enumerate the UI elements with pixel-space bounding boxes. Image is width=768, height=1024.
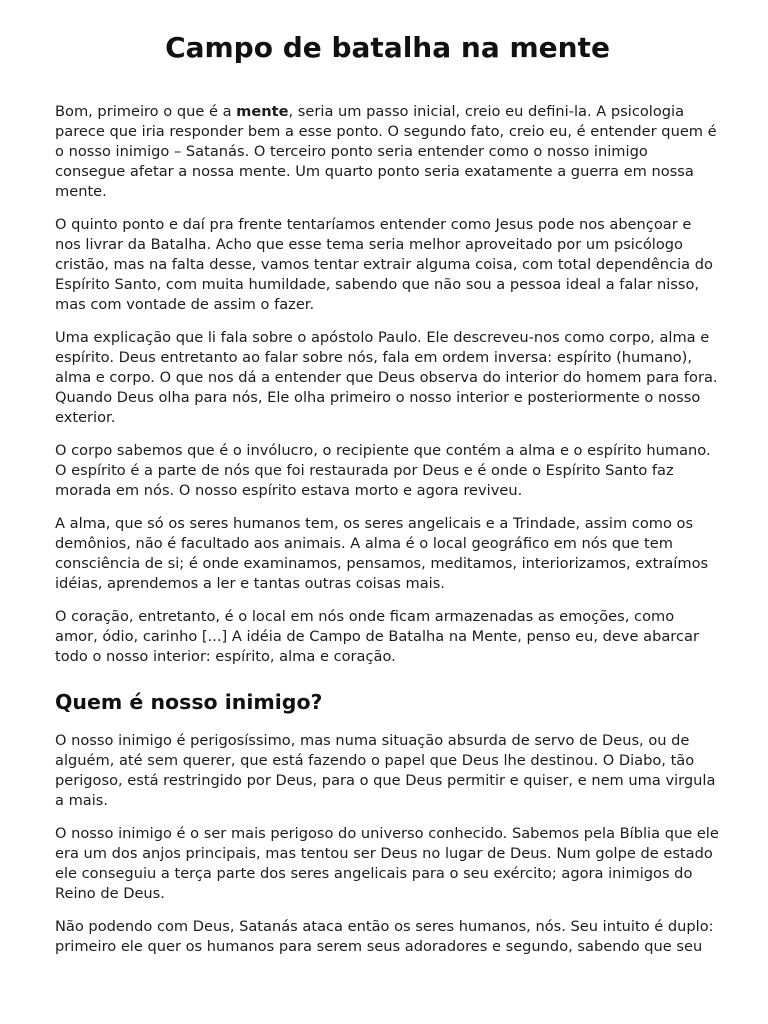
section-paragraph: O nosso inimigo é o ser mais perigoso do universo conhecido. Sabemos pela Bíblia que ele era um dos anjos principais, mas tentou ser Deus no lugar de Deus. Num golpe de estado ele conseguiu a terça parte dos seres angelicais para o seu exército; agora inimigos do Reino de Deus. (55, 825, 719, 902)
intro-text-before: Bom, primeiro o que é a (55, 103, 237, 120)
section-paragraph: O nosso inimigo é perigosíssimo, mas numa situação absurda de servo de Deus, ou de alguém, até sem querer, que está fazendo o papel que Deus lhe destinou. O Diabo, tão perigoso, está restringido por Deus, para o que Deus permitir e quiser, e nem uma virgula a mais. (55, 732, 716, 809)
document-title: Campo de batalha na mente (165, 31, 610, 64)
section-paragraph: Não podendo com Deus, Satanás ataca então os seres humanos, nós. Seu intuito é duplo: primeiro ele quer os humanos para serem seus adoradores e segundo, sabendo que seu (55, 918, 714, 955)
paragraph: O quinto ponto e daí pra frente tentaríamos entender como Jesus pode nos abençoar e nos livrar da Batalha. Acho que esse tema seria melhor aproveitado por um psicólogo cristão, mas na falta desse, vamos tentar extrair alguma coisa, com total dependência do Espírito Santo, com muita humildade, sabendo que não sou a pessoa ideal a falar nisso, mas com vontade de assim o fazer. (55, 216, 713, 313)
paragraph: O coração, entretanto, é o local em nós onde ficam armazenadas as emoções, como amor, ódio, carinho [...] A idéia de Campo de Batalha na Mente, penso eu, deve abarcar todo o nosso interior: espírito, alma e coração. (55, 608, 699, 665)
document-body (55, 102, 720, 957)
paragraph-intro (55, 102, 720, 202)
intro-text-after: , seria um passo inicial, creio eu defini-la. A psicologia parece que iria responder bem a esse ponto. O segundo fato, creio eu, é entender quem é o nosso inimigo – Satanás. O terceiro ponto seria entender como o nosso inimigo consegue afetar a nossa mente. Um quarto ponto seria exatamente a guerra em nossa mente. (55, 103, 717, 200)
paragraph: Uma explicação que li fala sobre o apóstolo Paulo. Ele descreveu-nos como corpo, alma e espírito. Deus entretanto ao falar sobre nós, fala em ordem inversa: espírito (humano), alma e corpo. O que nos dá a entender que Deus observa do interior do homem para fora. Quando Deus olha para nós, Ele olha primeiro o nosso interior e posteriormente o nosso exterior. (55, 329, 718, 426)
intro-bold-term: mente (236, 103, 289, 120)
paragraph: O corpo sabemos que é o invólucro, o recipiente que contém a alma e o espírito humano. O espírito é a parte de nós que foi restaurada por Deus e é onde o Espírito Santo faz morada em nós. O nosso espírito estava morto e agora reviveu. (55, 442, 711, 499)
paragraph: A alma, que só os seres humanos tem, os seres angelicais e a Trindade, assim como os demônios, não é facultado aos animais. A alma é o local geográfico em nós que tem consciência de si; é onde examinamos, pensamos, meditamos, interiorizamos, extraímos idéias, aprendemos a ler e tantas outras coisas mais. (55, 515, 709, 592)
section-heading: Quem é nosso inimigo? (55, 690, 323, 714)
